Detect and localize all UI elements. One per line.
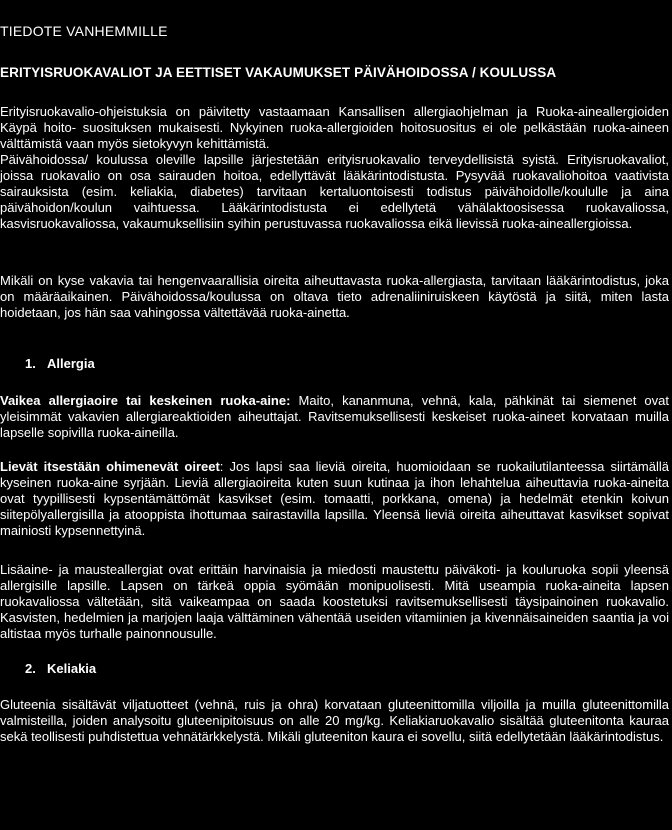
paragraph-lead: Lievät itsestään ohimenevät oireet xyxy=(0,459,220,474)
section-number: 1. xyxy=(25,356,36,371)
intro-paragraph-1: Erityisruokavalio-ohjeistuksia on päivitetty vastaamaan Kansallisen allergiaohjelman ja Ruoka-aineallergioiden Käypä hoito- suosituksen mukaisesti. Nykyinen ruoka-allergioiden hoitosuositus ei ole pelkästään ruoka-aineen välttämistä vaan myös sietokyvyn kehittämistä. xyxy=(0,104,669,151)
section-title: Allergia xyxy=(47,356,95,371)
section-heading-keliakia xyxy=(25,661,96,677)
keliakia-paragraph-1: Gluteenia sisältävät viljatuotteet (vehnä, ruis ja ohra) korvataan gluteenittomilla viljoilla ja muilla gluteenittomilla valmisteilla, joiden analysoitu gluteenipitoisuus on alle 20 mg/kg. Keliakiaruokavalio sisältää gluteenitonta kauraa sekä teollisesti puhdistettua vehnätärkkelystä. Mikäli gluteeniton kaura ei sovellu, siitä edellytetään lääkärintodistus. xyxy=(0,697,669,744)
paragraph-text: : Jos lapsi saa lieviä oireita, huomioidaan se ruokailutilanteessa siirtämällä kyseinen ruoka-aine syrjään. Lieviä allergiaoireita kuten suun kutinaa ja ihon lehahtelua aiheuttavia ruoka-aineita ovat tyypillisesti kypsentämättömät kasvikset (esim. tomaatti, porkkana, omena) ja hedelmät etenkin koivun siitepölyallergisilla ja atooppista ihottumaa sairastavilla lapsilla. Yleensä lieviä oireita aiheuttavat kasvikset sopivat mainiosti kypsennettyinä. xyxy=(0,459,669,538)
allergia-paragraph-1 xyxy=(0,393,669,441)
allergia-paragraph-3: Lisäaine- ja mausteallergiat ovat erittäin harvinaisia ja miedosti maustettu päiväkoti- ja kouluruoka sopii yleensä allergisille lapsille. Lapsen on tärkeä oppia syömään monipuolisesti. Mitä useampia ruoka-aineita lapsen ruokavaliossa vältetään, sitä vaikeampaa on saada koostetuksi ravitsemuksellisesti täysipainoinen ruokavalio. Kasvisten, hedelmien ja marjojen laaja välttäminen vähentää useiden vitamiinien ja kivennäisaineiden saantia ja voi altistaa myös turhalle painonnousulle. xyxy=(0,562,669,641)
section-title: Keliakia xyxy=(47,661,97,676)
intro-paragraph-3: Mikäli on kyse vakavia tai hengenvaarallisia oireita aiheuttavasta ruoka-allergiasta, tarvitaan lääkärintodistus, joka on määräaikainen. Päivähoidossa/koulussa on oltava tieto adrenaliiniruiskeen käytöstä ja siitä, miten lasta hoidetaan, jos hän saa vahingossa vältettävää ruoka-ainetta. xyxy=(0,273,669,320)
section-number: 2. xyxy=(25,661,36,676)
intro-paragraph-2: Päivähoidossa/ koulussa oleville lapsille järjestetään erityisruokavalio terveydellisistä syistä. Erityisruokavaliot, joissa ruokavalio on osa sairauden hoitoa, edellyttävät lääkärintodistusta. Pysyvää ruokavaliohoitoa vaativista sairauksista (esim. keliakia, diabetes) tarvitaan kertaluontoisesti todistus päivähoidolle/koululle ja aina päivähoidon/koulun vaihtuessa. Lääkärintodistusta ei edellytetä vähälaktoosisessa ruokavaliossa, kasvisruokavaliossa, vakaumuksellisiin syihin perustuvassa ruokavaliossa eikä lievissä ruoka-aineallergioissa. xyxy=(0,152,669,231)
paragraph-text: Maito, kananmuna, vehnä, kala, pähkinät tai siemenet ovat yleisimmät vakavien allergiareaktioiden aiheuttajat. Ravitsemuksellisesti keskeiset ruoka-aineet korvataan muilla lapselle sopivilla ruoka-aineilla. xyxy=(0,393,669,440)
document-heading: ERITYISRUOKAVALIOT JA EETTISET VAKAUMUKSET PÄIVÄHOIDOSSA / KOULUSSA xyxy=(0,65,557,80)
notice-title: TIEDOTE VANHEMMILLE xyxy=(0,23,168,39)
allergia-paragraph-2 xyxy=(0,459,669,539)
paragraph-lead: Vaikea allergiaoire tai keskeinen ruoka-aine: xyxy=(0,393,291,408)
section-heading-allergia xyxy=(25,356,95,372)
